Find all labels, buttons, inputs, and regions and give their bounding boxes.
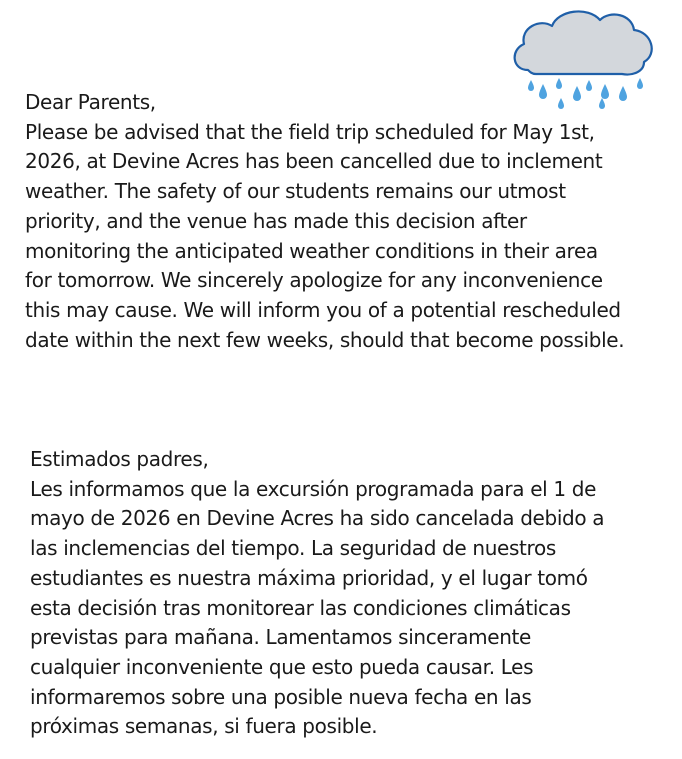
cloud-shape <box>515 11 652 74</box>
english-greeting: Dear Parents, <box>25 90 156 114</box>
spanish-body: Les informamos que la excursión programada para el 1 de mayo de 2026 en Devine Acres ha sido cancelada debido a las inclemencias del tiempo. La seguridad de nuestros estudiantes es nuestra máxima prioridad, y el lugar tomó esta decisión tras monitorear las condiciones climáticas previstas para mañana. Lamentamos sinceramente cualquier inconveniente que esto pueda causar. Les informaremos sobre una posible nueva fecha en las próximas semanas, si fuera posible. <box>30 476 605 739</box>
spanish-notice <box>30 445 670 742</box>
spanish-greeting: Estimados padres, <box>30 447 209 471</box>
english-body: Please be advised that the field trip scheduled for May 1st, 2026, at Devine Acres has been cancelled due to inclement weather. The safety of our students remains our utmost priority, and the venue has made this decision after monitoring the anticipated weather conditions in their area for tomorrow. We sincerely apologize for any inconvenience this may cause. We will inform you of a potential rescheduled date within the next few weeks, should that become possible. <box>25 119 625 352</box>
english-notice <box>25 88 675 355</box>
